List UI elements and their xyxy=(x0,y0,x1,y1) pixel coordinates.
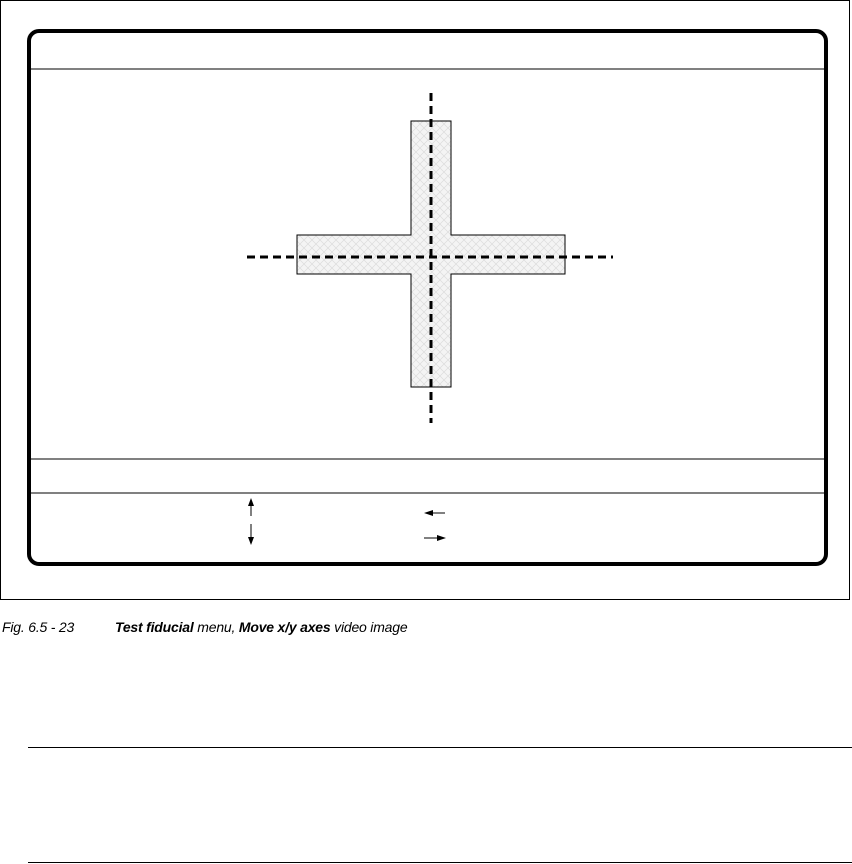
figure-caption xyxy=(2,619,407,635)
up-down-arrows-icon xyxy=(248,498,254,545)
caption-menu-name: Test fiducial xyxy=(115,619,194,635)
figure-number: Fig. 6.5 - 23 xyxy=(2,619,75,635)
caption-function-name: Move x/y axes xyxy=(238,619,331,635)
caption-text-1: menu, xyxy=(193,619,239,635)
page-rule-top xyxy=(28,747,852,748)
left-right-arrows-icon xyxy=(424,510,446,541)
caption-text-2: video image xyxy=(330,619,408,635)
page-rule-bottom xyxy=(28,862,852,863)
